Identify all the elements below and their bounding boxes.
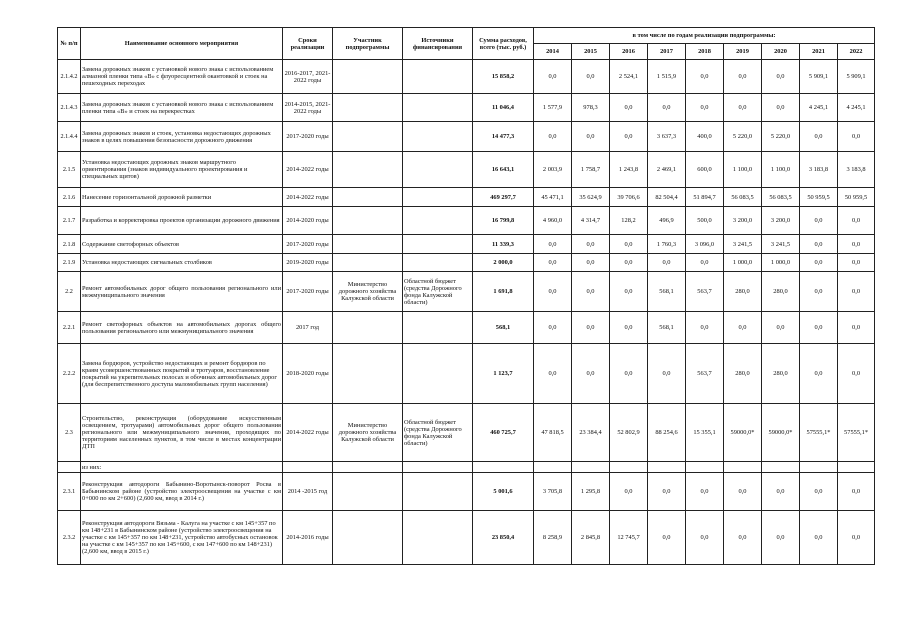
activity-name: Замена дорожных знаков с установкой нового знака с использованием алмазной пленки типа «В» с флуоресцентной окантовкой и стоек на пешеходных переходах	[81, 60, 283, 94]
participant	[333, 152, 403, 188]
year-value: 0,0	[838, 312, 875, 344]
year-value: 3 200,0	[762, 207, 800, 235]
header-year: 2014	[534, 44, 572, 60]
activity-name: Разработка и корректировка проектов организации дорожного движения	[81, 207, 283, 235]
total-amount: 460 725,7	[473, 404, 534, 462]
year-value: 0,0	[648, 254, 686, 272]
year-value: 0,0	[534, 272, 572, 312]
year-value: 0,0	[686, 473, 724, 511]
year-value	[724, 462, 762, 473]
year-value: 0,0	[534, 60, 572, 94]
year-value: 50 959,5	[800, 188, 838, 207]
year-value: 978,3	[572, 94, 610, 122]
year-value: 23 384,4	[572, 404, 610, 462]
activity-name: Реконструкция автодороги Вязьма - Калуга на участке с км 145+357 по км 148+231 в Бабынинском районе (устройство электроосвещения на участке с км 145+357 по км 148+231, устройство автобусных остановок на участке с км 145+357 по км 145+600, с км 147+600 по км 148+231) (2,600 км, ввод в 2015 г.)	[81, 511, 283, 565]
implementation-terms: 2017-2020 годы	[283, 122, 333, 152]
year-value: 56 083,5	[762, 188, 800, 207]
table-row	[58, 254, 875, 272]
year-value: 0,0	[838, 254, 875, 272]
year-value: 1 577,9	[534, 94, 572, 122]
financing-source	[403, 312, 473, 344]
total-amount: 11 339,3	[473, 235, 534, 254]
year-value: 280,0	[762, 344, 800, 404]
total-amount: 568,1	[473, 312, 534, 344]
year-value: 568,1	[648, 272, 686, 312]
year-value: 0,0	[838, 344, 875, 404]
header-name: Наименование основного мероприятия	[81, 28, 283, 60]
year-value: 1 295,8	[572, 473, 610, 511]
activity-name: Содержание светофорных объектов	[81, 235, 283, 254]
year-value: 57555,1*	[838, 404, 875, 462]
financing-source	[403, 473, 473, 511]
row-number: 2.1.4.3	[58, 94, 81, 122]
header-terms: Сроки реализации	[283, 28, 333, 60]
participant	[333, 122, 403, 152]
year-value: 0,0	[762, 94, 800, 122]
year-value: 280,0	[724, 272, 762, 312]
year-value: 0,0	[686, 511, 724, 565]
row-number: 2.3.2	[58, 511, 81, 565]
financing-source	[403, 188, 473, 207]
year-value: 1 000,0	[724, 254, 762, 272]
table-body	[58, 60, 875, 565]
year-value	[686, 462, 724, 473]
row-number: 2.1.4.2	[58, 60, 81, 94]
header-year: 2021	[800, 44, 838, 60]
row-number: 2.2.1	[58, 312, 81, 344]
implementation-terms: 2016-2017, 2021-2022 годы	[283, 60, 333, 94]
implementation-terms: 2014-2020 годы	[283, 207, 333, 235]
year-value: 0,0	[648, 511, 686, 565]
year-value: 0,0	[724, 312, 762, 344]
year-value: 3 241,5	[724, 235, 762, 254]
header-num: № п/п	[58, 28, 81, 60]
year-value: 0,0	[610, 312, 648, 344]
year-value: 0,0	[800, 272, 838, 312]
table-row	[58, 272, 875, 312]
financing-source	[403, 207, 473, 235]
financing-source	[403, 254, 473, 272]
financing-source	[403, 235, 473, 254]
year-value: 52 802,9	[610, 404, 648, 462]
year-value: 1 000,0	[762, 254, 800, 272]
year-value: 1 515,9	[648, 60, 686, 94]
financing-source	[403, 122, 473, 152]
year-value: 82 504,4	[648, 188, 686, 207]
row-number: 2.1.6	[58, 188, 81, 207]
year-value: 5 220,0	[762, 122, 800, 152]
year-value: 0,0	[762, 511, 800, 565]
table-row	[58, 152, 875, 188]
total-amount: 5 001,6	[473, 473, 534, 511]
year-value: 0,0	[762, 312, 800, 344]
year-value: 3 183,8	[838, 152, 875, 188]
table-row	[58, 94, 875, 122]
year-value: 0,0	[686, 94, 724, 122]
year-value: 59000,0*	[724, 404, 762, 462]
year-value: 0,0	[800, 207, 838, 235]
total-amount: 469 297,7	[473, 188, 534, 207]
year-value: 2 003,9	[534, 152, 572, 188]
year-value: 0,0	[838, 235, 875, 254]
year-value: 35 624,9	[572, 188, 610, 207]
activity-name: Реконструкция автодороги Бабынино-Воротынск-поворот Росва в Бабынинском районе (устройство электроосвещения на участке с км 0+000 по км 2+600) (2,600 км, ввод в 2014 г.)	[81, 473, 283, 511]
table-row	[58, 188, 875, 207]
total-amount	[473, 462, 534, 473]
year-value: 57555,1*	[800, 404, 838, 462]
year-value: 0,0	[762, 473, 800, 511]
header-by-years: в том числе по годам реализации подпрограммы:	[534, 28, 875, 44]
participant	[333, 188, 403, 207]
year-value: 51 894,7	[686, 188, 724, 207]
year-value: 2 524,1	[610, 60, 648, 94]
year-value: 0,0	[648, 344, 686, 404]
year-value: 0,0	[800, 122, 838, 152]
row-number: 2.3	[58, 404, 81, 462]
header-sources: Источники финансирования	[403, 28, 473, 60]
participant	[333, 207, 403, 235]
row-number: 2.1.4.4	[58, 122, 81, 152]
financing-source	[403, 462, 473, 473]
year-value: 5 220,0	[724, 122, 762, 152]
year-value: 0,0	[534, 344, 572, 404]
year-value: 3 241,5	[762, 235, 800, 254]
year-value: 2 845,8	[572, 511, 610, 565]
total-amount: 15 858,2	[473, 60, 534, 94]
year-value: 128,2	[610, 207, 648, 235]
total-amount: 16 799,8	[473, 207, 534, 235]
year-value: 59000,0*	[762, 404, 800, 462]
year-value: 0,0	[800, 473, 838, 511]
year-value: 2 469,1	[648, 152, 686, 188]
financing-source	[403, 94, 473, 122]
row-number: 2.1.7	[58, 207, 81, 235]
year-value: 88 254,6	[648, 404, 686, 462]
year-value: 0,0	[648, 473, 686, 511]
year-value: 568,1	[648, 312, 686, 344]
year-value: 563,7	[686, 344, 724, 404]
activity-name: из них:	[81, 462, 283, 473]
year-value: 563,7	[686, 272, 724, 312]
year-value: 0,0	[800, 511, 838, 565]
year-value	[762, 462, 800, 473]
year-value	[610, 462, 648, 473]
participant	[333, 462, 403, 473]
year-value: 0,0	[800, 344, 838, 404]
year-value: 3 637,3	[648, 122, 686, 152]
table-row	[58, 404, 875, 462]
total-amount: 16 643,1	[473, 152, 534, 188]
year-value: 0,0	[838, 207, 875, 235]
year-value: 0,0	[572, 344, 610, 404]
year-value: 0,0	[572, 254, 610, 272]
total-amount: 2 000,0	[473, 254, 534, 272]
year-value: 3 705,8	[534, 473, 572, 511]
header-year: 2015	[572, 44, 610, 60]
year-value: 4 960,0	[534, 207, 572, 235]
year-value: 12 745,7	[610, 511, 648, 565]
year-value: 0,0	[534, 235, 572, 254]
year-value: 0,0	[724, 94, 762, 122]
year-value: 45 471,1	[534, 188, 572, 207]
total-amount: 11 046,4	[473, 94, 534, 122]
implementation-terms	[283, 462, 333, 473]
implementation-terms: 2014-2022 годы	[283, 404, 333, 462]
year-value: 50 959,5	[838, 188, 875, 207]
participant: Министерство дорожного хозяйства Калужской области	[333, 272, 403, 312]
year-value: 0,0	[534, 254, 572, 272]
participant: Министерство дорожного хозяйства Калужской области	[333, 404, 403, 462]
total-amount: 1 123,7	[473, 344, 534, 404]
year-value: 1 760,3	[648, 235, 686, 254]
row-number: 2.3.1	[58, 473, 81, 511]
year-value: 0,0	[686, 312, 724, 344]
header-participant: Участник подпрограммы	[333, 28, 403, 60]
implementation-terms: 2014 -2015 год	[283, 473, 333, 511]
year-value: 0,0	[572, 60, 610, 94]
budget-table	[57, 27, 875, 565]
year-value: 0,0	[572, 312, 610, 344]
table-row	[58, 511, 875, 565]
table-row	[58, 207, 875, 235]
participant	[333, 254, 403, 272]
activity-name: Нанесение горизонтальной дорожной разметки	[81, 188, 283, 207]
implementation-terms: 2017-2020 годы	[283, 272, 333, 312]
header-year: 2016	[610, 44, 648, 60]
year-value: 5 909,1	[838, 60, 875, 94]
table-row	[58, 344, 875, 404]
year-value: 1 243,8	[610, 152, 648, 188]
year-value	[648, 462, 686, 473]
participant	[333, 312, 403, 344]
year-value: 280,0	[762, 272, 800, 312]
implementation-terms: 2014-2015, 2021-2022 годы	[283, 94, 333, 122]
year-value: 0,0	[610, 94, 648, 122]
implementation-terms: 2014-2022 годы	[283, 152, 333, 188]
participant	[333, 511, 403, 565]
year-value: 0,0	[724, 60, 762, 94]
implementation-terms: 2014-2022 годы	[283, 188, 333, 207]
year-value: 0,0	[648, 94, 686, 122]
year-value: 0,0	[838, 473, 875, 511]
row-number: 2.1.9	[58, 254, 81, 272]
row-number: 2.1.8	[58, 235, 81, 254]
year-value: 4 245,1	[800, 94, 838, 122]
year-value: 496,9	[648, 207, 686, 235]
year-value: 4 314,7	[572, 207, 610, 235]
table-row	[58, 235, 875, 254]
year-value	[800, 462, 838, 473]
implementation-terms: 2017 год	[283, 312, 333, 344]
participant	[333, 60, 403, 94]
row-number	[58, 462, 81, 473]
financing-source: Областной бюджет (средства Дорожного фонда Калужской области)	[403, 272, 473, 312]
year-value: 4 245,1	[838, 94, 875, 122]
year-value: 0,0	[762, 60, 800, 94]
year-value: 0,0	[534, 312, 572, 344]
activity-name: Замена бордюров, устройство недостающих и ремонт бордюров по краям усовершенствованных покрытий и тротуаров, восстановление покрытий на укрепительных полосах и обочинах автомобильных дорог (для беспрепятственного доступа маломобильных групп населения)	[81, 344, 283, 404]
financing-source	[403, 152, 473, 188]
financing-source: Областной бюджет (средства Дорожного фонда Калужской области)	[403, 404, 473, 462]
year-value: 0,0	[838, 122, 875, 152]
header-year: 2019	[724, 44, 762, 60]
activity-name: Замена дорожных знаков и стоек, установка недостающих дорожных знаков в целях повышения безопасности дорожного движения	[81, 122, 283, 152]
year-value: 8 258,9	[534, 511, 572, 565]
year-value: 56 083,5	[724, 188, 762, 207]
year-value: 400,0	[686, 122, 724, 152]
header-year: 2018	[686, 44, 724, 60]
table-row	[58, 462, 875, 473]
year-value: 0,0	[800, 254, 838, 272]
table-row	[58, 60, 875, 94]
year-value: 0,0	[610, 235, 648, 254]
participant	[333, 235, 403, 254]
year-value: 0,0	[838, 272, 875, 312]
year-value	[572, 462, 610, 473]
year-value: 280,0	[724, 344, 762, 404]
activity-name: Установка недостающих сигнальных столбиков	[81, 254, 283, 272]
year-value: 3 183,8	[800, 152, 838, 188]
implementation-terms: 2017-2020 годы	[283, 235, 333, 254]
year-value: 1 100,0	[724, 152, 762, 188]
header-total: Сумма расходов, всего (тыс. руб.)	[473, 28, 534, 60]
header-year: 2022	[838, 44, 875, 60]
implementation-terms: 2018-2020 годы	[283, 344, 333, 404]
year-value: 0,0	[610, 272, 648, 312]
year-value: 3 096,0	[686, 235, 724, 254]
participant	[333, 94, 403, 122]
year-value: 0,0	[534, 122, 572, 152]
year-value: 5 909,1	[800, 60, 838, 94]
header-year: 2020	[762, 44, 800, 60]
year-value: 0,0	[610, 473, 648, 511]
year-value: 0,0	[838, 511, 875, 565]
activity-name: Ремонт автомобильных дорог общего пользования регионального или межмуниципального значения	[81, 272, 283, 312]
year-value: 1 100,0	[762, 152, 800, 188]
year-value: 0,0	[724, 511, 762, 565]
year-value: 47 818,5	[534, 404, 572, 462]
row-number: 2.2.2	[58, 344, 81, 404]
implementation-terms: 2019-2020 годы	[283, 254, 333, 272]
year-value: 0,0	[800, 312, 838, 344]
total-amount: 23 850,4	[473, 511, 534, 565]
year-value: 39 706,6	[610, 188, 648, 207]
year-value: 0,0	[686, 254, 724, 272]
year-value: 0,0	[686, 60, 724, 94]
year-value: 0,0	[610, 254, 648, 272]
year-value: 0,0	[572, 272, 610, 312]
year-value: 3 200,0	[724, 207, 762, 235]
total-amount: 14 477,3	[473, 122, 534, 152]
year-value: 0,0	[610, 344, 648, 404]
row-number: 2.1.5	[58, 152, 81, 188]
financing-source	[403, 511, 473, 565]
row-number: 2.2	[58, 272, 81, 312]
total-amount: 1 691,8	[473, 272, 534, 312]
year-value: 600,0	[686, 152, 724, 188]
table-row	[58, 473, 875, 511]
implementation-terms: 2014-2016 годы	[283, 511, 333, 565]
activity-name: Ремонт светофорных объектов на автомобильных дорогах общего пользования регионального или межмуниципального значения	[81, 312, 283, 344]
year-value	[838, 462, 875, 473]
participant	[333, 344, 403, 404]
year-value: 500,0	[686, 207, 724, 235]
year-value	[534, 462, 572, 473]
year-value: 15 355,1	[686, 404, 724, 462]
year-value: 1 758,7	[572, 152, 610, 188]
year-value: 0,0	[800, 235, 838, 254]
table-row	[58, 312, 875, 344]
header-year: 2017	[648, 44, 686, 60]
year-value: 0,0	[610, 122, 648, 152]
year-value: 0,0	[572, 122, 610, 152]
activity-name: Строительство, реконструкция (оборудование искусственным освещением, тротуарами) автомобильных дорог общего пользования регионального или межмуниципального значения, проходящих по территориям населенных пунктов, в том числе в местах концентрации ДТП	[81, 404, 283, 462]
table-row	[58, 122, 875, 152]
activity-name: Установка недостающих дорожных знаков маршрутного ориентирования (знаков индивидуального проектирования и специальных щитов)	[81, 152, 283, 188]
financing-source	[403, 344, 473, 404]
activity-name: Замена дорожных знаков с установкой нового знака с использованием пленки типа «В» и стоек на перекрестках	[81, 94, 283, 122]
financing-source	[403, 60, 473, 94]
participant	[333, 473, 403, 511]
year-value: 0,0	[724, 473, 762, 511]
year-value: 0,0	[572, 235, 610, 254]
